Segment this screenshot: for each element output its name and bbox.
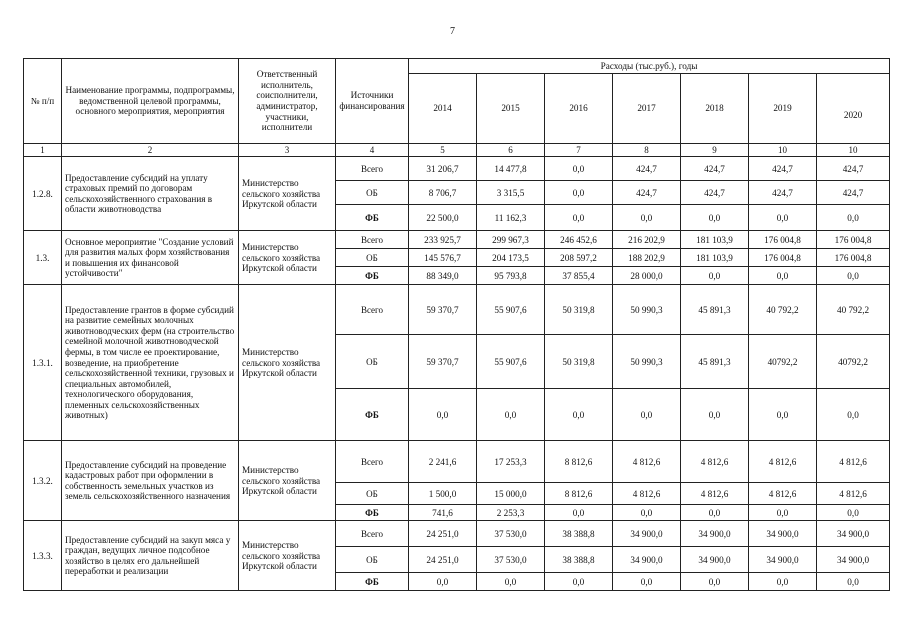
source-label: Всего bbox=[336, 285, 409, 335]
value-cell: 176 004,8 bbox=[817, 231, 890, 249]
value-cell: 0,0 bbox=[817, 389, 890, 441]
value-cell: 0,0 bbox=[477, 573, 545, 591]
value-cell: 741,6 bbox=[409, 505, 477, 521]
header-responsible: Ответственный исполнитель, соисполнители, администратор, участники, исполнители bbox=[239, 59, 336, 144]
header-year: 2018 bbox=[681, 74, 749, 144]
value-cell: 0,0 bbox=[817, 573, 890, 591]
budget-table bbox=[23, 58, 890, 591]
header-name: Наименование программы, подпрограммы, ведомственной целевой программы, основного мероприятия, мероприятия bbox=[62, 59, 239, 144]
value-cell: 424,7 bbox=[681, 157, 749, 181]
value-cell: 246 452,6 bbox=[545, 231, 613, 249]
row-responsible: Министерство сельского хозяйства Иркутской области bbox=[239, 441, 336, 521]
source-label: Всего bbox=[336, 157, 409, 181]
column-number: 8 bbox=[613, 144, 681, 157]
source-label: ОБ bbox=[336, 249, 409, 267]
row-responsible: Министерство сельского хозяйства Иркутской области bbox=[239, 231, 336, 285]
value-cell: 208 597,2 bbox=[545, 249, 613, 267]
value-cell: 0,0 bbox=[749, 205, 817, 231]
header-year: 2015 bbox=[477, 74, 545, 144]
column-number: 7 bbox=[545, 144, 613, 157]
value-cell: 145 576,7 bbox=[409, 249, 477, 267]
value-cell: 0,0 bbox=[749, 267, 817, 285]
column-number: 3 bbox=[239, 144, 336, 157]
value-cell: 4 812,6 bbox=[613, 441, 681, 483]
column-number-row bbox=[24, 144, 890, 157]
value-cell: 0,0 bbox=[613, 389, 681, 441]
value-cell: 88 349,0 bbox=[409, 267, 477, 285]
value-cell: 233 925,7 bbox=[409, 231, 477, 249]
value-cell: 0,0 bbox=[749, 573, 817, 591]
header-year: 2020 bbox=[817, 74, 890, 144]
value-cell: 181 103,9 bbox=[681, 249, 749, 267]
value-cell: 424,7 bbox=[817, 181, 890, 205]
header-year: 2016 bbox=[545, 74, 613, 144]
source-label: ОБ bbox=[336, 547, 409, 573]
column-number: 4 bbox=[336, 144, 409, 157]
column-number: 9 bbox=[681, 144, 749, 157]
value-cell: 50 990,3 bbox=[613, 335, 681, 389]
row-name: Предоставление субсидий на закуп мяса у граждан, ведущих личное подсобное хозяйство в целях его дальнейшей переработки и реализации bbox=[62, 521, 239, 591]
source-label: ОБ bbox=[336, 335, 409, 389]
table-row bbox=[24, 231, 890, 249]
value-cell: 424,7 bbox=[749, 181, 817, 205]
value-cell: 0,0 bbox=[681, 573, 749, 591]
value-cell: 34 900,0 bbox=[613, 521, 681, 547]
value-cell: 50 990,3 bbox=[613, 285, 681, 335]
value-cell: 0,0 bbox=[545, 573, 613, 591]
value-cell: 188 202,9 bbox=[613, 249, 681, 267]
header-expenses: Расходы (тыс.руб.), годы bbox=[409, 59, 890, 74]
section-1-3-3 bbox=[24, 521, 890, 591]
value-cell: 0,0 bbox=[545, 389, 613, 441]
value-cell: 0,0 bbox=[749, 505, 817, 521]
source-label: ФБ bbox=[336, 267, 409, 285]
source-label: Всего bbox=[336, 441, 409, 483]
value-cell: 424,7 bbox=[749, 157, 817, 181]
value-cell: 45 891,3 bbox=[681, 335, 749, 389]
value-cell: 424,7 bbox=[817, 157, 890, 181]
section-1-3-2 bbox=[24, 441, 890, 521]
value-cell: 40792,2 bbox=[817, 335, 890, 389]
value-cell: 0,0 bbox=[681, 205, 749, 231]
value-cell: 34 900,0 bbox=[613, 547, 681, 573]
source-label: ОБ bbox=[336, 181, 409, 205]
value-cell: 0,0 bbox=[817, 267, 890, 285]
value-cell: 4 812,6 bbox=[817, 441, 890, 483]
value-cell: 0,0 bbox=[545, 505, 613, 521]
value-cell: 424,7 bbox=[681, 181, 749, 205]
value-cell: 0,0 bbox=[817, 505, 890, 521]
row-name: Основное мероприятие "Создание условий для развития малых форм хозяйствования и повышения их финансовой устойчивости" bbox=[62, 231, 239, 285]
header-year: 2014 bbox=[409, 74, 477, 144]
value-cell: 8 706,7 bbox=[409, 181, 477, 205]
value-cell: 15 000,0 bbox=[477, 483, 545, 505]
value-cell: 11 162,3 bbox=[477, 205, 545, 231]
value-cell: 8 812,6 bbox=[545, 483, 613, 505]
value-cell: 31 206,7 bbox=[409, 157, 477, 181]
value-cell: 2 241,6 bbox=[409, 441, 477, 483]
value-cell: 34 900,0 bbox=[681, 547, 749, 573]
value-cell: 0,0 bbox=[613, 205, 681, 231]
value-cell: 0,0 bbox=[477, 389, 545, 441]
row-code: 1.3.2. bbox=[24, 441, 62, 521]
source-label: ФБ bbox=[336, 389, 409, 441]
value-cell: 37 855,4 bbox=[545, 267, 613, 285]
value-cell: 0,0 bbox=[817, 205, 890, 231]
value-cell: 38 388,8 bbox=[545, 547, 613, 573]
value-cell: 50 319,8 bbox=[545, 285, 613, 335]
value-cell: 34 900,0 bbox=[817, 547, 890, 573]
value-cell: 95 793,8 bbox=[477, 267, 545, 285]
value-cell: 176 004,8 bbox=[749, 249, 817, 267]
page-number: 7 bbox=[450, 26, 455, 37]
row-responsible: Министерство сельского хозяйства Иркутской области bbox=[239, 521, 336, 591]
value-cell: 40 792,2 bbox=[817, 285, 890, 335]
table-row bbox=[24, 285, 890, 335]
column-number: 10 bbox=[749, 144, 817, 157]
row-name: Предоставление грантов в форме субсидий на развитие семейных молочных животноводческих ферм (на строительство семейной молочной животноводческой фермы, в том числе ее проектирование, возведение, на приобретение сельскохозяйственной техники, грузовых и специальных автомобилей, технологического оборудования, племенных сельскохозяйственных животных) bbox=[62, 285, 239, 441]
value-cell: 37 530,0 bbox=[477, 521, 545, 547]
value-cell: 17 253,3 bbox=[477, 441, 545, 483]
value-cell: 55 907,6 bbox=[477, 335, 545, 389]
row-responsible: Министерство сельского хозяйства Иркутской области bbox=[239, 285, 336, 441]
value-cell: 0,0 bbox=[545, 181, 613, 205]
section-1-3 bbox=[24, 231, 890, 285]
table-row bbox=[24, 157, 890, 181]
value-cell: 34 900,0 bbox=[817, 521, 890, 547]
source-label: ФБ bbox=[336, 505, 409, 521]
value-cell: 37 530,0 bbox=[477, 547, 545, 573]
table-row bbox=[24, 521, 890, 547]
value-cell: 216 202,9 bbox=[613, 231, 681, 249]
column-number: 10 bbox=[817, 144, 890, 157]
value-cell: 0,0 bbox=[749, 389, 817, 441]
value-cell: 176 004,8 bbox=[749, 231, 817, 249]
table-row bbox=[24, 441, 890, 483]
row-code: 1.2.8. bbox=[24, 157, 62, 231]
value-cell: 4 812,6 bbox=[749, 441, 817, 483]
header-year: 2019 bbox=[749, 74, 817, 144]
value-cell: 14 477,8 bbox=[477, 157, 545, 181]
column-number: 1 bbox=[24, 144, 62, 157]
value-cell: 0,0 bbox=[681, 505, 749, 521]
value-cell: 424,7 bbox=[613, 157, 681, 181]
source-label: ФБ bbox=[336, 205, 409, 231]
value-cell: 24 251,0 bbox=[409, 547, 477, 573]
source-label: Всего bbox=[336, 521, 409, 547]
value-cell: 0,0 bbox=[613, 573, 681, 591]
column-number: 6 bbox=[477, 144, 545, 157]
value-cell: 4 812,6 bbox=[613, 483, 681, 505]
value-cell: 176 004,8 bbox=[817, 249, 890, 267]
section-1-2-8 bbox=[24, 157, 890, 231]
value-cell: 34 900,0 bbox=[749, 547, 817, 573]
column-number: 5 bbox=[409, 144, 477, 157]
header-num: № п/п bbox=[24, 59, 62, 144]
value-cell: 4 812,6 bbox=[681, 441, 749, 483]
value-cell: 181 103,9 bbox=[681, 231, 749, 249]
value-cell: 4 812,6 bbox=[749, 483, 817, 505]
value-cell: 0,0 bbox=[545, 157, 613, 181]
value-cell: 45 891,3 bbox=[681, 285, 749, 335]
source-label: ФБ bbox=[336, 573, 409, 591]
row-code: 1.3.3. bbox=[24, 521, 62, 591]
value-cell: 424,7 bbox=[613, 181, 681, 205]
section-1-3-1 bbox=[24, 285, 890, 441]
value-cell: 8 812,6 bbox=[545, 441, 613, 483]
header-sources: Источники финансирования bbox=[336, 59, 409, 144]
column-number: 2 bbox=[62, 144, 239, 157]
value-cell: 59 370,7 bbox=[409, 335, 477, 389]
source-label: ОБ bbox=[336, 483, 409, 505]
value-cell: 0,0 bbox=[409, 389, 477, 441]
value-cell: 0,0 bbox=[409, 573, 477, 591]
value-cell: 38 388,8 bbox=[545, 521, 613, 547]
value-cell: 0,0 bbox=[681, 389, 749, 441]
value-cell: 50 319,8 bbox=[545, 335, 613, 389]
value-cell: 0,0 bbox=[545, 205, 613, 231]
source-label: Всего bbox=[336, 231, 409, 249]
value-cell: 24 251,0 bbox=[409, 521, 477, 547]
value-cell: 55 907,6 bbox=[477, 285, 545, 335]
value-cell: 4 812,6 bbox=[681, 483, 749, 505]
row-name: Предоставление субсидий на уплату страховых премий по договорам сельскохозяйственного страхования в области животноводства bbox=[62, 157, 239, 231]
header-year: 2017 bbox=[613, 74, 681, 144]
row-code: 1.3. bbox=[24, 231, 62, 285]
value-cell: 2 253,3 bbox=[477, 505, 545, 521]
row-responsible: Министерство сельского хозяйства Иркутской области bbox=[239, 157, 336, 231]
value-cell: 59 370,7 bbox=[409, 285, 477, 335]
value-cell: 4 812,6 bbox=[817, 483, 890, 505]
value-cell: 0,0 bbox=[681, 267, 749, 285]
row-name: Предоставление субсидий на проведение кадастровых работ при оформлении в собственность земельных участков из земель сельскохозяйственного назначения bbox=[62, 441, 239, 521]
value-cell: 40792,2 bbox=[749, 335, 817, 389]
value-cell: 1 500,0 bbox=[409, 483, 477, 505]
value-cell: 34 900,0 bbox=[681, 521, 749, 547]
value-cell: 299 967,3 bbox=[477, 231, 545, 249]
value-cell: 3 315,5 bbox=[477, 181, 545, 205]
row-code: 1.3.1. bbox=[24, 285, 62, 441]
value-cell: 204 173,5 bbox=[477, 249, 545, 267]
value-cell: 28 000,0 bbox=[613, 267, 681, 285]
value-cell: 40 792,2 bbox=[749, 285, 817, 335]
value-cell: 22 500,0 bbox=[409, 205, 477, 231]
value-cell: 34 900,0 bbox=[749, 521, 817, 547]
value-cell: 0,0 bbox=[613, 505, 681, 521]
